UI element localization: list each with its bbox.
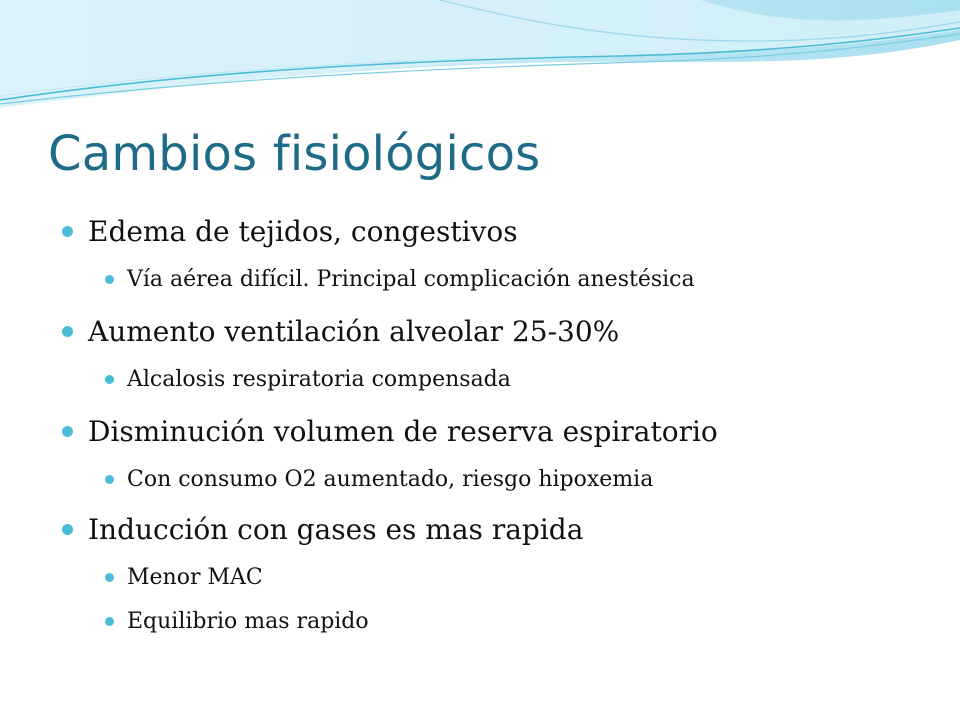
- bullet-text: Aumento ventilación alveolar 25-30%: [88, 315, 620, 348]
- bullet-dot-icon: [62, 326, 73, 337]
- bullet-text: Edema de tejidos, congestivos: [88, 215, 518, 248]
- bullet-item: [88, 314, 619, 350]
- bullet-text: Disminución volumen de reserva espiratorio: [88, 415, 718, 448]
- bullet-item: [88, 512, 583, 548]
- bullet-dot-icon: [62, 226, 73, 237]
- bullet-dot-icon: [105, 617, 114, 626]
- bullet-dot-icon: [105, 573, 114, 582]
- sub-bullet-text: Menor MAC: [127, 565, 263, 590]
- sub-bullet-item: [127, 608, 369, 636]
- sub-bullet-item: [127, 366, 511, 394]
- sub-bullet-text: Equilibrio mas rapido: [127, 609, 369, 634]
- sub-bullet-text: Con consumo O2 aumentado, riesgo hipoxemia: [127, 467, 654, 492]
- sub-bullet-item: [127, 564, 263, 592]
- bullet-dot-icon: [62, 524, 73, 535]
- bullet-text: Inducción con gases es mas rapida: [88, 513, 584, 546]
- sub-bullet-text: Vía aérea difícil. Principal complicación anestésica: [127, 267, 695, 292]
- slide-title: Cambios fisiológicos: [48, 126, 541, 182]
- bullet-dot-icon: [105, 375, 114, 384]
- bullet-item: [88, 214, 518, 250]
- bullet-dot-icon: [105, 275, 114, 284]
- sub-bullet-item: [127, 466, 653, 494]
- bullet-dot-icon: [105, 475, 114, 484]
- sub-bullet-item: [127, 266, 695, 294]
- bullet-dot-icon: [62, 426, 73, 437]
- sub-bullet-text: Alcalosis respiratoria compensada: [127, 367, 511, 392]
- bullet-item: [88, 414, 718, 450]
